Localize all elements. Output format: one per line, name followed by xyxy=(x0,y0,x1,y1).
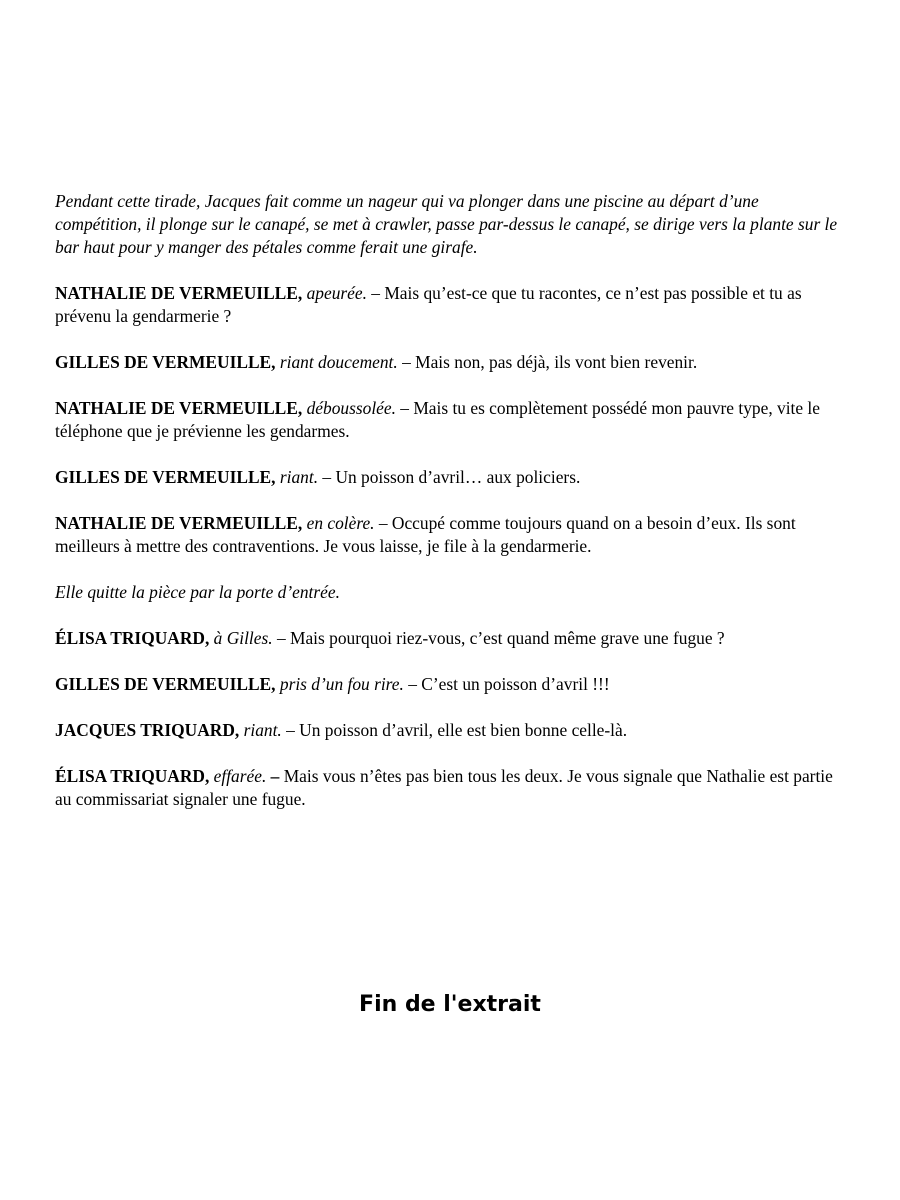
speaker-direction: riant. xyxy=(279,467,319,487)
dialogue-line xyxy=(55,351,847,374)
speaker-name: GILLES DE VERMEUILLE, xyxy=(55,467,276,487)
dialogue-text: Mais vous n’êtes pas bien tous les deux. Je vous signale que Nathalie est partie au commissariat signaler une fugue. xyxy=(55,766,833,809)
speaker-name: ÉLISA TRIQUARD, xyxy=(55,628,210,648)
end-of-excerpt-label: Fin de l'extrait xyxy=(359,992,541,1017)
dialogue-dash: – xyxy=(403,674,422,694)
dialogue-line xyxy=(55,627,847,650)
dialogue-line xyxy=(55,719,847,742)
dialogue-dash: – xyxy=(395,398,414,418)
dialogue-dash: – xyxy=(281,720,300,740)
dialogue-line xyxy=(55,397,847,443)
speaker-name: GILLES DE VERMEUILLE, xyxy=(55,674,276,694)
dialogue-text: C’est un poisson d’avril !!! xyxy=(421,674,610,694)
dialogue-dash: – xyxy=(397,352,416,372)
stage-direction: Elle quitte la pièce par la porte d’entrée. xyxy=(55,582,340,602)
speaker-direction: en colère. xyxy=(306,513,375,533)
speaker-name: NATHALIE DE VERMEUILLE, xyxy=(55,283,303,303)
dialogue-dash: – xyxy=(374,513,392,533)
dialogue-dash: – xyxy=(318,467,336,487)
speaker-name: JACQUES TRIQUARD, xyxy=(55,720,240,740)
speaker-name: GILLES DE VERMEUILLE, xyxy=(55,352,276,372)
speaker-direction: pris d’un fou rire. xyxy=(279,674,404,694)
dialogue-line xyxy=(55,466,847,489)
dialogue-line xyxy=(55,512,847,558)
dialogue-line xyxy=(55,765,847,811)
speaker-name: ÉLISA TRIQUARD, xyxy=(55,766,210,786)
dialogue-line xyxy=(55,673,847,696)
dialogue-text: Mais tu es complètement possédé mon pauvre type, vite le téléphone que je prévienne les gendarmes. xyxy=(55,398,820,441)
dialogue-line xyxy=(55,282,847,328)
stage-direction: Pendant cette tirade, Jacques fait comme un nageur qui va plonger dans une piscine au départ d’une compétition, il plonge sur le canapé, se met à crawler, passe par-dessus le canapé, se dirige vers la plante sur le bar haut pour y manger des pétales comme ferait une girafe. xyxy=(55,191,838,257)
speaker-direction: riant. xyxy=(243,720,282,740)
dialogue-text: Mais pourquoi riez-vous, c’est quand même grave une fugue ? xyxy=(290,628,725,648)
speaker-direction: riant doucement. xyxy=(279,352,398,372)
speaker-name: NATHALIE DE VERMEUILLE, xyxy=(55,513,303,533)
dialogue-dash: – xyxy=(366,283,385,303)
speaker-direction: effarée. xyxy=(213,766,267,786)
dialogue-text: Mais qu’est-ce que tu racontes, ce n’est pas possible et tu as prévenu la gendarmerie ? xyxy=(55,283,802,326)
dialogue-dash: – xyxy=(266,766,284,786)
dialogue-text: Occupé comme toujours quand on a besoin d’eux. Ils sont meilleurs à mettre des contraventions. Je vous laisse, je file à la gendarmerie. xyxy=(55,513,796,556)
speaker-direction: à Gilles. xyxy=(213,628,273,648)
speaker-direction: déboussolée. xyxy=(306,398,396,418)
dialogue-dash: – xyxy=(272,628,290,648)
dialogue-text: Un poisson d’avril, elle est bien bonne celle-là. xyxy=(299,720,628,740)
script-body xyxy=(55,190,847,834)
dialogue-text: Mais non, pas déjà, ils vont bien revenir. xyxy=(415,352,698,372)
speaker-name: NATHALIE DE VERMEUILLE, xyxy=(55,398,303,418)
dialogue-text: Un poisson d’avril… aux policiers. xyxy=(335,467,581,487)
speaker-direction: apeurée. xyxy=(306,283,367,303)
